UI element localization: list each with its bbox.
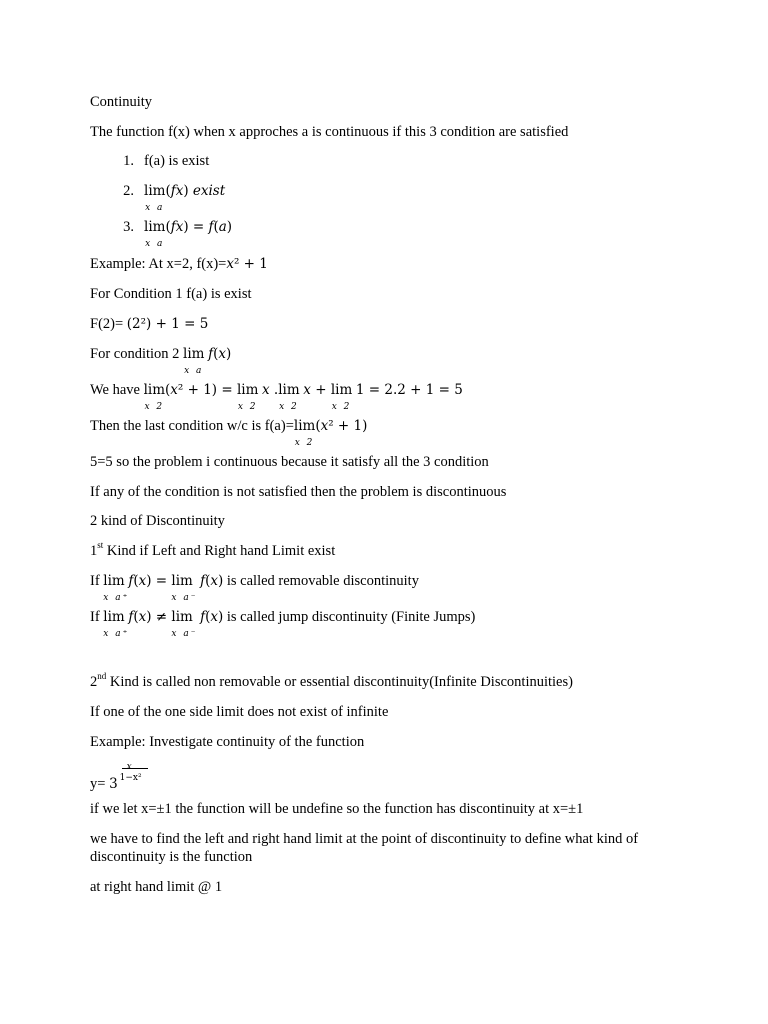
math-expression: 𝑓(𝑥) [208, 346, 232, 362]
condition-number: 1. [123, 153, 134, 169]
condition-3 [112, 218, 233, 249]
condition-text: f(a) is exist [144, 153, 210, 169]
result-text: 5=5 so the problem i continuous because it satisfy all the 3 condition [90, 454, 489, 470]
exponent-fraction: x 1−x² [118, 770, 152, 788]
kinds-heading: 2 kind of Discontinuity [90, 513, 225, 529]
last-condition: Then the last condition w/c is f(a)=lim x 2 (𝑥² + 1) [90, 418, 368, 448]
discontinuous-note: If any of the condition is not satisfied then the problem is discontinuous [90, 484, 507, 500]
limit-operator: lim x a [144, 219, 166, 249]
limit-operator: lim x a⁺ [103, 573, 130, 603]
limit-operator: lim x 2 [143, 382, 166, 412]
second-kind: 2nd Kind is called non removable or essential discontinuity(Infinite Discontinuities) [90, 671, 573, 690]
one-side-note: If one of the one side limit does not exist of infinite [90, 704, 389, 720]
limit-operator: lim x a [183, 346, 205, 376]
limit-operator: lim x 2 [330, 382, 353, 412]
first-kind: 1st Kind if Left and Right hand Limit exist [90, 540, 336, 559]
limit-operator: lim x a [144, 183, 166, 213]
y-function: y= 3 x 1−x² [90, 770, 152, 793]
heading-continuity: Continuity [90, 94, 153, 110]
removable-discontinuity: If lim x a⁺ 𝑓(𝑥) = lim x a⁻ 𝑓(𝑥) is called removable discontinuity [90, 573, 419, 603]
f2-evaluation: F(2)= (2²) + 1 = 5 [90, 316, 209, 332]
right-hand-limit: at right hand limit @ 1 [90, 879, 223, 895]
limit-operator: lim x a⁻ [171, 609, 198, 639]
math-expression: (𝑓𝑥) = 𝑓(𝑎) [165, 219, 233, 235]
condition-2 [112, 182, 226, 213]
find-limit-note: we have to find the left and right hand limit at the point of discontinuity to define what kind of discontinuity is the function [90, 831, 639, 865]
limit-operator: lim x a⁻ [171, 573, 198, 603]
condition-number: 2. [123, 183, 134, 199]
jump-discontinuity: If lim x a⁺ 𝑓(𝑥) ≠ lim x a⁻ 𝑓(𝑥) is called jump discontinuity (Finite Jumps) [90, 609, 476, 639]
condition-2-check: For condition 2 lim x a 𝑓(𝑥) [90, 346, 232, 376]
limit-operator: lim x 2 [236, 382, 259, 412]
condition-1 [112, 152, 209, 170]
intro-text: The function f(x) when x approches a is continuous if this 3 condition are satisfied [90, 124, 569, 140]
example-2: Example: Investigate continuity of the function [90, 734, 365, 750]
condition-number: 3. [123, 219, 134, 235]
math-expression: (𝑥² + 1) [315, 418, 368, 434]
condition-1-check: For Condition 1 f(a) is exist [90, 286, 252, 302]
math-expression: 𝑥² + 1 [226, 256, 268, 272]
math-expression: (𝑓𝑥) 𝑒𝑥𝑖𝑠𝑡 [165, 183, 226, 199]
limit-operator: lim x 2 [278, 382, 300, 412]
example-1: Example: At x=2, f(x)=𝑥² + 1 [90, 256, 268, 272]
limit-operator: lim x a⁺ [103, 609, 130, 639]
limit-computation: We have lim x 2 (𝑥² + 1) = lim x 2 𝑥 .lim x 2 𝑥 + lim x 2 1 = 2.2 + 1 = 5 [90, 382, 463, 412]
undefine-note: if we let x=±1 the function will be undefine so the function has discontinuity at x=±1 [90, 801, 584, 817]
math-expression: (2²) + 1 = 5 [126, 316, 209, 332]
limit-operator: lim x 2 [293, 418, 316, 448]
